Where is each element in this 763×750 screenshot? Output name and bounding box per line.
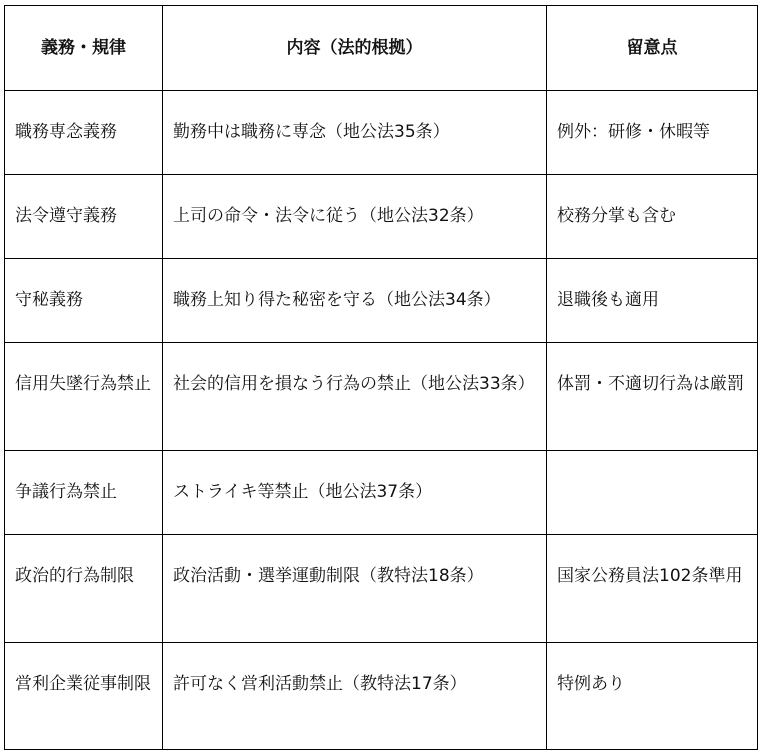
- duty-cell: 争議行為禁止: [5, 451, 163, 535]
- table-row: [5, 91, 758, 175]
- header-content: 内容（法的根拠）: [163, 6, 547, 91]
- header-duty: 義務・規律: [5, 6, 163, 91]
- table-row: [5, 175, 758, 259]
- content-cell: ストライキ等禁止（地公法37条）: [163, 451, 547, 535]
- table-row: [5, 451, 758, 535]
- note-cell: 例外：研修・休暇等: [547, 91, 758, 175]
- note-cell: 退職後も適用: [547, 259, 758, 343]
- duty-cell: 法令遵守義務: [5, 175, 163, 259]
- content-cell: 上司の命令・法令に従う（地公法32条）: [163, 175, 547, 259]
- note-cell: 体罰・不適切行為は厳罰: [547, 343, 758, 451]
- note-cell: 特例あり: [547, 643, 758, 750]
- table-row: [5, 259, 758, 343]
- note-cell: 校務分掌も含む: [547, 175, 758, 259]
- note-cell: 国家公務員法102条準用: [547, 535, 758, 643]
- content-cell: 勤務中は職務に専念（地公法35条）: [163, 91, 547, 175]
- duties-table: [4, 5, 758, 750]
- header-note: 留意点: [547, 6, 758, 91]
- table-row: [5, 343, 758, 451]
- header-row: [5, 6, 758, 91]
- duty-cell: 職務専念義務: [5, 91, 163, 175]
- content-cell: 職務上知り得た秘密を守る（地公法34条）: [163, 259, 547, 343]
- duty-cell: 政治的行為制限: [5, 535, 163, 643]
- table-row: [5, 535, 758, 643]
- duty-cell: 信用失墜行為禁止: [5, 343, 163, 451]
- duty-cell: 営利企業従事制限: [5, 643, 163, 750]
- duty-cell: 守秘義務: [5, 259, 163, 343]
- content-cell: 政治活動・選挙運動制限（教特法18条）: [163, 535, 547, 643]
- note-cell: [547, 451, 758, 535]
- table-row: [5, 643, 758, 750]
- content-cell: 許可なく営利活動禁止（教特法17条）: [163, 643, 547, 750]
- content-cell: 社会的信用を損なう行為の禁止（地公法33条）: [163, 343, 547, 451]
